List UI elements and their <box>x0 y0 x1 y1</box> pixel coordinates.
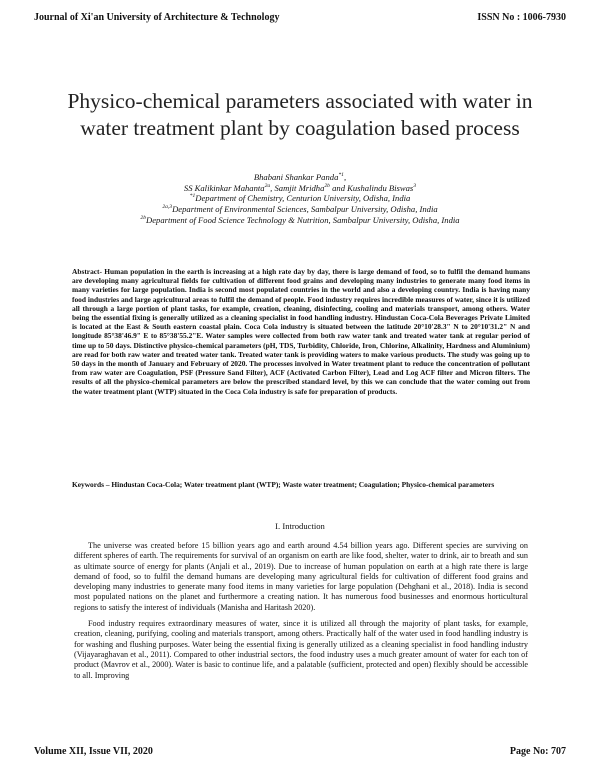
affiliation-sup: 2b <box>140 214 146 221</box>
affiliation-text: Department of Food Science Technology & Nutrition, Sambalpur University, Odisha, India <box>146 214 460 225</box>
author-sup: *1 <box>338 172 344 179</box>
affiliation-text: Department of Chemistry, Centurion University, Odisha, India <box>195 193 411 204</box>
page-header <box>34 12 566 23</box>
paper-title: Physico-chemical parameters associated with water in water treatment plant by coagulation based process <box>67 89 533 140</box>
issn-number: ISSN No : 1006-7930 <box>477 12 566 23</box>
abstract: Abstract- Human population in the earth is increasing at a high rate day by day, there is large demand of food, so to fulfil the demand humans are developing many agricultural fields for cultivation of different food grains and developing many industries to generate many food items in many varieties for large population. India is second most populated countries in the world and also a developing country. India is having many food industries and large agricultural areas to fulfil the demand of people. Food industry requires incredible measures of water, since it is utilized all through a large portion of plant tasks, for example, creation, cleaning, disinfecting, cooling and materials transport, among others. Water being the essential fixing is generally utilized as a cleaning specialist in food handling industry. Hindustan Coca-Cola Beverages Private Limited is located at the East & South eastern coastal plain. Coca Cola industry is situated between the latitude 20°10'28.3" N to 20°10'31.2" N and longitude 85°38'46.9" E to 85°38'55.2"E. Water samples were collected from both raw water tank and treated water tank at regular period of time up to 50 days. Distinctive physico-chemical parameters (pH, TDS, Turbidity, Chloride, Iron, Chlorine, Alkalinity, Hardness and Aluminium) are read for both raw water and treated water tank. Treated water tank is providing waters to make various products. The study was going up to 50 days in the month of January and February of 2020. The processes involved in Water treatment plant to reduce the concentration of pollutant from raw water are Coagulation, PSF (Pressure Sand Filter), ACF (Activated Carbon Filter), Lead and Log ACF filter and Micron filters. The results of all the physico-chemical parameters are below the prescribed standard level, by this we can conclude that the water coming out from the water treatment plant (WTP) situated in the Coca Cola industry is safe for preparation of products. <box>72 267 530 396</box>
volume-info: Volume XII, Issue VII, 2020 <box>34 746 153 757</box>
author-block <box>80 172 520 226</box>
author-name: and Kushalindu Biswas <box>329 182 414 193</box>
author-sup: 2b <box>324 182 330 189</box>
author-name: , Samjit Mridha <box>270 182 325 193</box>
affiliation-sup: 2a,3 <box>162 204 173 211</box>
author-line-1: Bhabani Shankar Panda$^{*1}$, <box>253 172 347 182</box>
affiliation-2 <box>80 204 520 215</box>
section-heading: I. Introduction <box>275 521 325 531</box>
author-line-2 <box>80 183 520 194</box>
author-name: Bhabani Shankar Panda <box>253 172 339 182</box>
author-sup: 3 <box>413 182 417 189</box>
affiliation-sup: *1 <box>189 193 196 200</box>
keywords: Keywords – Hindustan Coca-Cola; Water treatment plant (WTP); Waste water treatment; Coagulation; Physico-chemical parameters <box>72 480 495 489</box>
affiliation-3 <box>80 215 520 226</box>
page-footer <box>34 746 566 757</box>
author-sup: 2a <box>264 182 271 189</box>
author-name: SS Kalikinkar Mahanta <box>183 182 265 193</box>
affiliation-1 <box>80 193 520 204</box>
journal-name: Journal of Xi'an University of Architecture & Technology <box>34 12 280 23</box>
body-text <box>74 541 528 687</box>
paragraph: The universe was created before 15 billion years ago and earth around 4.54 billion years ago. Different species are surviving on different spheres of earth. The requirements for survival of an organism on earth are like food, shelter, water to drink, air to breath and sun as ultimate source of energy for plants (Anjali et al., 2019). Due to increase of human population on earth at a high rate there is large demand of food, so to fulfil the demand humans are developing many agricultural fields for cultivation of different food grains and developing many industries to generate many food items in many varieties for large population (Dehghani et al., 2018). India is second most populated nations on the planet and furthermore a creating nation. It has numerous food businesses and enormous horticultural regions to satisfy the interest of individuals (Manisha and Haritash 2020). <box>74 541 528 612</box>
paragraph: Food industry requires extraordinary measures of water, since it is utilized all through the majority of plant tasks, for example, creation, cleaning, purifying, cooling and materials transport, among others. Practically half of the water used in food handling industry is for washing and flushing purposes. Water being the essential fixing is generally utilized as a cleaning specialist in food handling industry (Vijayaraghavan et al., 2011). Compared to other industrial sectors, the food industry uses a much greater amount of water for each ton of product (Mavrov et al., 2000). Water is basic to continue life, and a palatable (sufficient, protected and open) flexibly should be accessible to all. Improving <box>74 619 528 680</box>
page-number: Page No: 707 <box>509 746 566 757</box>
affiliation-text: Department of Environmental Sciences, Sambalpur University, Odisha, India <box>172 204 438 215</box>
